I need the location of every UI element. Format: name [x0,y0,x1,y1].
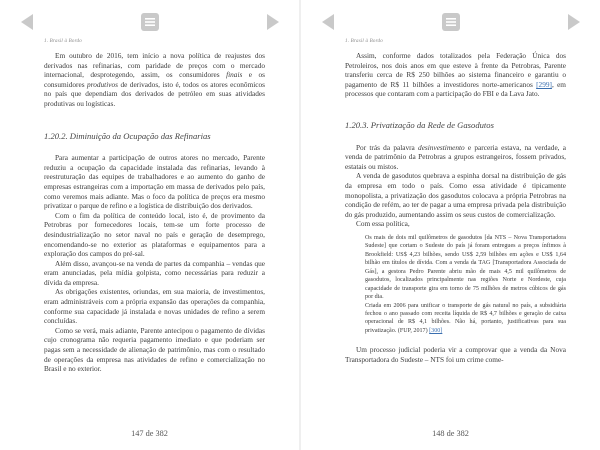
paragraph: As obrigações existentes, oriundas, em sua maioria, de investimentos, eram administráveis com a própria expansão das operações da companhia, conforme sua capacidade já instalada e novas unidades de refino a serem concluídas. [44,287,265,326]
section-heading: 1.20.2. Diminuição da Ocupação das Refinarias [44,130,211,141]
paragraph: Com o fim da política de conteúdo local, isto é, de provimento da Petrobras por fornecedores locais, tem-se um forte processo de desindustrialização no setor naval no país e geração de desemprego, encomendando-se no exterior as plataformas e equipamentos para a exploração dos campos do pré-sal. [44,210,265,259]
page-number: 148 de 382 [432,429,469,438]
page-number: 147 de 382 [131,429,168,438]
section-heading: 1.20.3. Privatização da Rede de Gasodutos [345,119,494,130]
menu-icon [140,12,160,32]
left-page [0,0,299,450]
running-head: 1. Brasil à Bordo [345,39,383,44]
arrow-right-icon [262,12,282,32]
footnote-reference-link[interactable]: [300] [429,327,443,334]
paragraph: Por trás da palavra desinvestimento e parceria estava, na verdade, a venda de patrimônio da Petrobras a grupos estrangeiros, fossem privados, estatais ou mistos. [345,142,566,171]
menu-button[interactable] [140,12,160,32]
paragraph: Assim, conforme dados totalizados pela Federação Única dos Petroleiros, nos dois anos em que esteve à frente da Petrobras, Parente transferiu cerca de R$ 250 bilhões ao sistema financeiro e garantiu o pagamento de R$ 11 bilhões a investidores norte-americanos [299], em processos que contaram com a participação do FBI e da Lava Jato. [345,51,566,99]
right-page [301,0,600,450]
footnote-reference-link[interactable]: [299] [536,79,552,89]
paragraph: Com essa política, [356,219,410,229]
paragraph: Além disso, avançou-se na venda de partes da companhia – vendas que eram anunciadas, pela mídia golpista, como necessárias para reduzir a dívida da empresa. [44,258,265,287]
paragraph: Como se verá, mais adiante, Parente antecipou o pagamento de dívidas cujo cronograma não requeria pagamento imediato e que poderiam ser pagas sem a necessidade de alienação de patrimônio, mas com o resultado de operações da empresa nas atividades de refino e comercialização no Brasil e no exterior. [44,325,265,374]
prev-page-button[interactable] [18,12,38,32]
paragraph: A venda de gasodutos quebrava a espinha dorsal na distribuição de gás da empresa em todo o país. Como essa atividade é tipicamente monopolista, a privatização dos gasodutos colocava a própria Petrobras na condição de refém, ao ter de pagar a uma empresa privada pela distribuição do gás produzido, aumentando assim os seus custos de comercialização. [345,171,566,219]
left-page-content [44,51,265,374]
next-page-button[interactable] [563,12,583,32]
arrow-left-icon [18,12,38,32]
menu-icon [441,12,461,32]
arrow-right-icon [563,12,583,32]
paragraph: Para aumentar a participação de outros atores no mercado, Parente reduziu a ocupação da capacidade instalada das refinarias, levando à reestruturação das equipes de trabalhadores e ao aumento do ganho de empresas estrangeiras com a importação em massa de derivados pelo país, como veremos mais adiante. Mas o foco da política de preços era mesmo privatizar o parque de refino e a logística de distribuição dos derivados. [44,153,265,211]
arrow-left-icon [319,12,339,32]
block-quote: Criada em 2006 para unificar o transporte de gás natural no país, a subsidiária fechou o ano passado com receita líquida de R$ 4,7 bilhões e geração de caixa operacional de R$ 4,1 bilhões. Não há, portanto, justificativas para sua privatização. (FUP, 2017) [300] [365,302,566,334]
running-head: 1. Brasil à Bordo [44,39,82,44]
right-page-content [345,51,566,365]
paragraph: Em outubro de 2016, tem início a nova política de reajustes dos derivados nas refinarias, com paridade de preços com o mercado internacional, desprotegendo, assim, os consumidores finais e os consumidores produtivos de derivados, isto é, todos os atores econômicos no país que dependiam dos derivados de petróleo em suas atividades produtivas ou logísticas. [44,51,266,108]
block-quote: Os mais de dois mil quilômetros de gasodutos [da NTS – Nova Transportadora Sudeste] que cortam o Sudeste do país já foram entregues a preços ínfimos à Brookfield: US$ 4,23 bilhões, sendo US$ 2,59 bilhões em ações e US$ 1,64 bilhão em títulos de dívida. Com a venda da TAG [Transportadora Associada de Gás], a gestora Pedro Parente abriu mão de mais 4,5 mil quilômetros de gasodutos, localizados principalmente nas regiões Norte e Nordeste, cuja capacidade de transporte gira em torno de 75 milhões de metros cúbicos de gás por dia. [365,234,566,301]
prev-page-button[interactable] [319,12,339,32]
menu-button[interactable] [441,12,461,32]
next-page-button[interactable] [262,12,282,32]
paragraph: Um processo judicial poderia vir a comprovar que a venda da Nova Transportadora do Sudeste – NTS foi um crime come- [345,345,566,364]
